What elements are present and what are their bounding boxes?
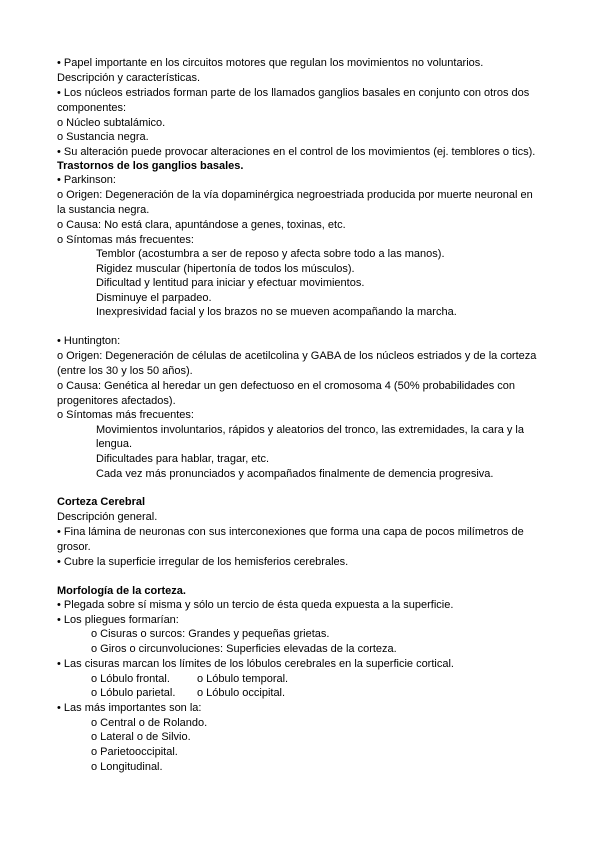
- text-line: la sustancia negra.: [57, 204, 150, 216]
- text-line: o Lóbulo occipital.: [197, 687, 286, 699]
- text-line: • Las más importantes son la:: [57, 702, 202, 714]
- text-line: o Lóbulo frontal.: [91, 673, 170, 685]
- text-line: o Síntomas más frecuentes:: [57, 409, 194, 421]
- section-heading: Morfología de la corteza.: [57, 585, 186, 597]
- section-heading: Trastornos de los ganglios basales.: [57, 160, 244, 172]
- text-line: o Origen: Degeneración de células de acetilcolina y GABA de los núcleos estriados y de la corteza: [57, 350, 537, 362]
- text-line: • Papel importante en los circuitos motores que regulan los movimientos no voluntarios.: [57, 57, 484, 69]
- text-line: Descripción general.: [57, 511, 158, 523]
- text-line: Inexpresividad facial y los brazos no se mueven acompañando la marcha.: [96, 306, 457, 318]
- text-line: o Parietooccipital.: [91, 746, 178, 758]
- text-line: componentes:: [57, 102, 127, 114]
- text-line: Movimientos involuntarios, rápidos y aleatorios del tronco, las extremidades, la cara y la: [96, 424, 524, 436]
- text-line: • Su alteración puede provocar alteraciones en el control de los movimientos (ej. temblores o tics).: [57, 146, 536, 158]
- text-line: o Lateral o de Silvio.: [91, 731, 191, 743]
- text-line: lengua.: [96, 438, 133, 450]
- text-line: • Los pliegues formarían:: [57, 614, 179, 626]
- text-line: grosor.: [57, 541, 91, 553]
- text-line: o Causa: No está clara, apuntándose a genes, toxinas, etc.: [57, 219, 346, 231]
- text-line: • Los núcleos estriados forman parte de los llamados ganglios basales en conjunto con otros dos: [57, 87, 530, 99]
- section-heading: Corteza Cerebral: [57, 496, 146, 508]
- text-line: o Lóbulo temporal.: [197, 673, 289, 685]
- text-line: • Parkinson:: [57, 174, 116, 186]
- text-line: Rigidez muscular (hipertonía de todos los músculos).: [96, 263, 355, 275]
- text-line: o Central o de Rolando.: [91, 717, 208, 729]
- text-line: • Huntington:: [57, 335, 121, 347]
- text-line: • Plegada sobre sí misma y sólo un tercio de ésta queda expuesta a la superficie.: [57, 599, 454, 611]
- text-line: Descripción y características.: [57, 72, 201, 84]
- text-line: o Cisuras o surcos: Grandes y pequeñas grietas.: [91, 628, 330, 640]
- text-line: o Origen: Degeneración de la vía dopaminérgica negroestriada producida por muerte neuronal en: [57, 189, 533, 201]
- text-line: • Cubre la superficie irregular de los hemisferios cerebrales.: [57, 556, 349, 568]
- text-line: o Giros o circunvoluciones: Superficies elevadas de la corteza.: [91, 643, 397, 655]
- text-line: Temblor (acostumbra a ser de reposo y afecta sobre todo a las manos).: [96, 248, 445, 260]
- text-line: o Causa: Genética al heredar un gen defectuoso en el cromosoma 4 (50% probabilidades con: [57, 380, 516, 392]
- text-line: o Sustancia negra.: [57, 131, 149, 143]
- text-line: o Lóbulo parietal.: [91, 687, 176, 699]
- text-line: (entre los 30 y los 50 años).: [57, 365, 193, 377]
- text-line: • Fina lámina de neuronas con sus interconexiones que forma una capa de pocos milímetros de: [57, 526, 524, 538]
- text-line: Disminuye el parpadeo.: [96, 292, 212, 304]
- text-line: Dificultades para hablar, tragar, etc.: [96, 453, 270, 465]
- text-line: o Núcleo subtalámico.: [57, 117, 166, 129]
- text-line: progenitores afectados).: [57, 395, 176, 407]
- text-line: • Las cisuras marcan los límites de los lóbulos cerebrales en la superficie cortical.: [57, 658, 454, 670]
- text-line: o Longitudinal.: [91, 761, 163, 773]
- text-line: Dificultad y lentitud para iniciar y efectuar movimientos.: [96, 277, 365, 289]
- text-line: Cada vez más pronunciados y acompañados finalmente de demencia progresiva.: [96, 468, 494, 480]
- text-line: o Síntomas más frecuentes:: [57, 234, 194, 246]
